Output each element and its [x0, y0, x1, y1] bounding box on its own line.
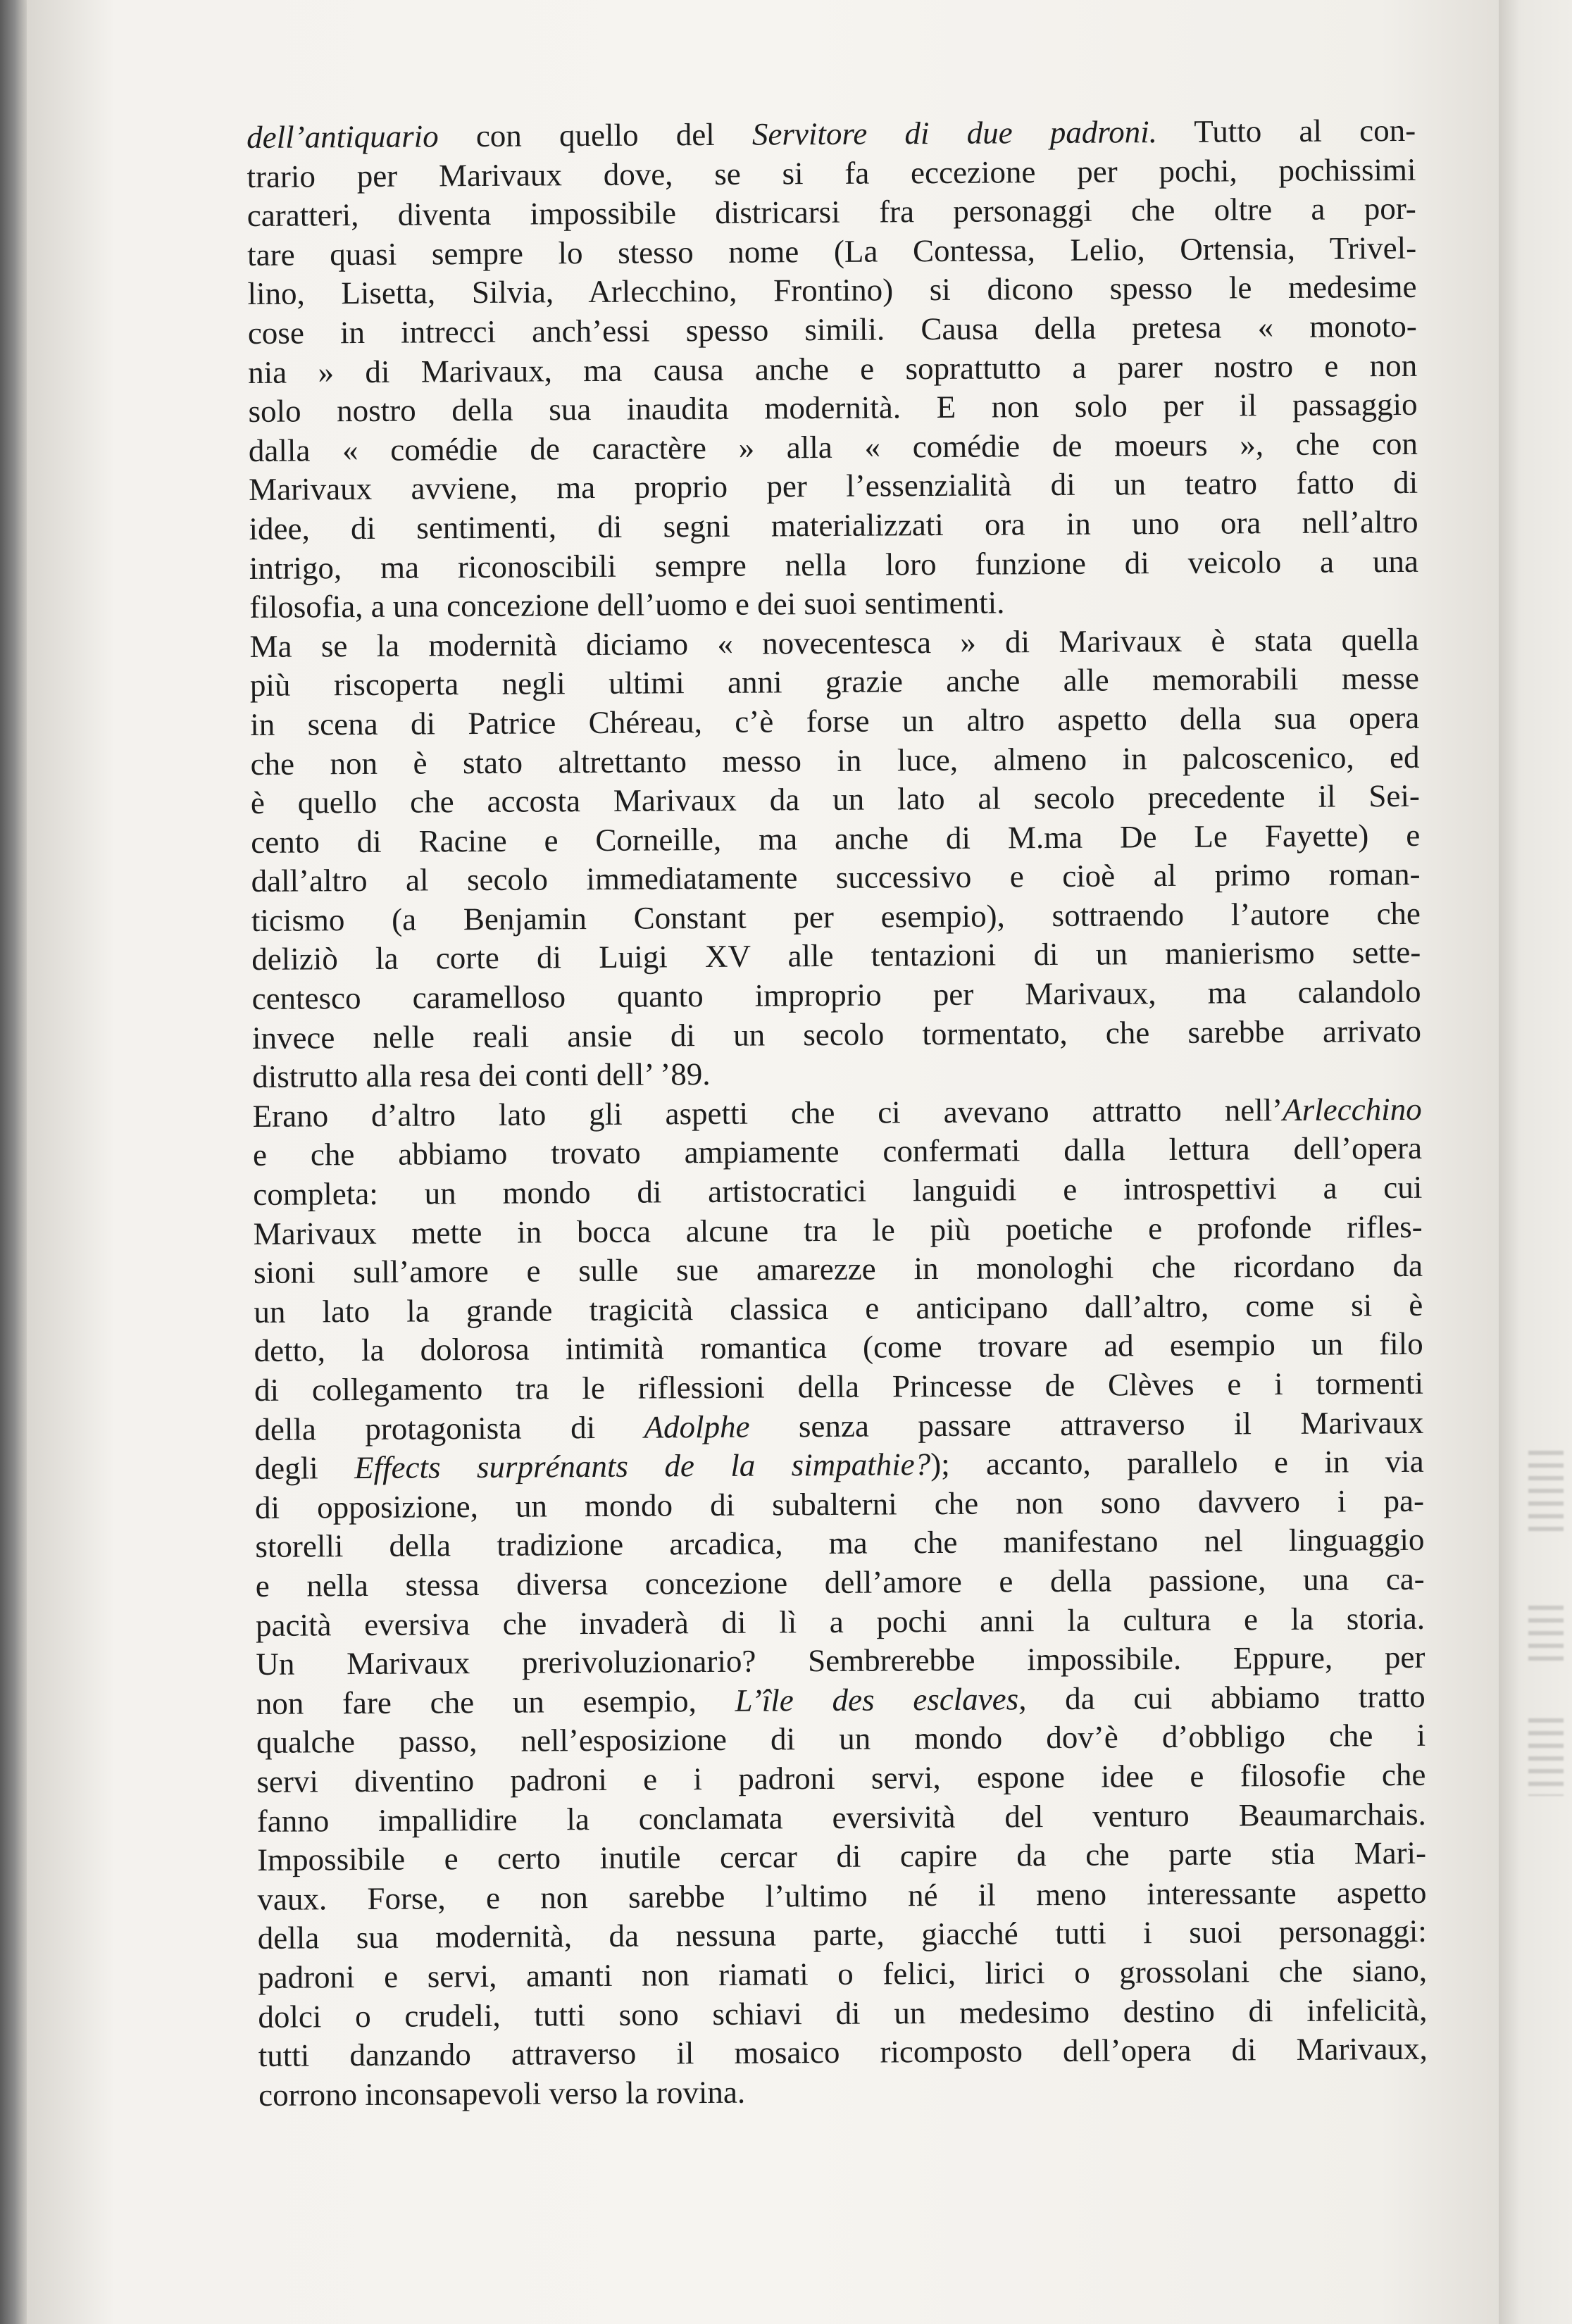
text-segment: padroni e servi, amanti non riamati o felici, lirici o grossolani che siano,: [257, 1952, 1428, 1995]
text-segment: che non è stato altrettanto messo in luce, almeno in palcoscenico, ed: [250, 739, 1420, 782]
text-segment: sioni sull’amore e sulle sue amarezze in monologhi che ricordano da: [253, 1248, 1423, 1291]
text-line: [256, 1638, 1425, 1685]
italic-title: Arlecchino: [1283, 1091, 1422, 1127]
text-segment: ticismo (a Benjamin Constant per esempio), sottraendo l’autore che: [251, 895, 1421, 938]
text-line: [255, 1520, 1424, 1567]
text-segment: deliziò la corte di Luigi XV alle tentazioni di un manierismo sette-: [251, 935, 1421, 977]
text-line: [258, 1951, 1427, 1998]
text-line: [252, 1090, 1421, 1137]
text-line: [252, 1051, 1421, 1097]
text-segment: dolci o crudeli, tutti sono schiavi di un medesimo destino di infelicità,: [258, 1992, 1428, 2035]
text-segment: dalla « comédie de caractère » alla « comédie de moeurs », che con: [248, 425, 1418, 468]
text-segment: più riscoperta negli ultimi anni grazie anche alle memorabili messe: [249, 661, 1420, 704]
book-left-edge: [0, 0, 27, 2324]
text-line: [254, 1286, 1423, 1332]
italic-title: L’île des esclaves,: [735, 1681, 1027, 1718]
text-segment: idee, di sentimenti, di segni materializzati ora in uno ora nell’altro: [249, 504, 1418, 546]
text-line: [258, 2030, 1428, 2076]
text-line: [250, 737, 1419, 784]
text-segment: caratteri, diventa impossibile districarsi fra personaggi che oltre a por-: [247, 191, 1416, 234]
adjacent-page-edge: [1499, 0, 1572, 2324]
text-line: [251, 973, 1421, 1019]
text-segment: Marivaux avviene, ma proprio per l’essenzialità di un teatro fatto di: [249, 465, 1418, 508]
italic-title: Adolphe: [644, 1408, 750, 1445]
text-line: [258, 1912, 1427, 1958]
text-segment: nia » di Marivaux, ma causa anche e soprattutto a parer nostro e non: [248, 347, 1418, 390]
text-line: [254, 1403, 1423, 1449]
text-line: [255, 1442, 1424, 1489]
text-segment: un lato la grande tragicità classica e anticipano dall’altro, come si è: [254, 1287, 1423, 1330]
text-segment: filosofia, a una concezione dell’uomo e dei suoi sentimenti.: [249, 585, 1005, 625]
text-line: [250, 699, 1419, 745]
text-segment: lino, Lisetta, Silvia, Arlecchino, Frontino) si dicono spesso le medesime: [247, 269, 1417, 312]
adjacent-page-ghost-text: [1528, 1718, 1564, 1796]
text-segment: Ma se la modernità diciamo « novecentesca » di Marivaux è stata quella: [249, 621, 1419, 664]
text-line: [249, 503, 1418, 549]
text-line: [258, 1990, 1427, 2037]
text-line: [251, 777, 1420, 823]
text-segment: Marivaux mette in bocca alcune tra le più poetiche e profonde rifles-: [253, 1208, 1423, 1251]
text-line: [254, 1247, 1423, 1293]
adjacent-page-ghost-text: [1528, 1451, 1564, 1535]
text-segment: cento di Racine e Corneille, ma anche di M.ma De Le Fayette) e: [251, 817, 1421, 860]
text-segment: ); accanto, parallelo e in via: [930, 1444, 1424, 1482]
text-segment: vaux. Forse, e non sarebbe l’ultimo né il meno interessante aspetto: [257, 1874, 1427, 1917]
text-line: [248, 385, 1417, 432]
text-segment: della sua modernità, da nessuna parte, giacché tutti i suoi personaggi:: [257, 1913, 1427, 1956]
text-line: [247, 268, 1416, 314]
text-line: [255, 1482, 1424, 1528]
text-segment: invece nelle reali ansie di un secolo tormentato, che sarebbe arrivato: [251, 1013, 1422, 1056]
text-line: [248, 307, 1417, 354]
italic-title: Servitore di due padroni.: [751, 114, 1158, 152]
text-segment: fanno impallidire la conclamata eversività del venturo Beaumarchais.: [256, 1796, 1426, 1839]
text-segment: di collegamento tra le riflessioni della Princesse de Clèves e i tormenti: [254, 1365, 1424, 1408]
italic-title: dell’antiquario: [247, 118, 439, 155]
text-line: [254, 1207, 1423, 1254]
text-line: [249, 542, 1418, 588]
text-line: [247, 111, 1416, 158]
text-line: [256, 1599, 1425, 1645]
text-segment: della protagonista di: [254, 1409, 644, 1447]
text-line: [249, 620, 1418, 667]
text-line: [256, 1756, 1426, 1802]
text-segment: non fare che un esempio,: [256, 1682, 735, 1721]
text-segment: e che abbiamo trovato ampiamente confermati dalla lettura dell’opera: [252, 1130, 1423, 1173]
text-line: [249, 463, 1418, 510]
adjacent-page-ghost-text: [1528, 1606, 1564, 1669]
text-line: [257, 1794, 1426, 1841]
text-line: [256, 1716, 1426, 1763]
text-segment: intrigo, ma riconoscibili sempre nella loro funzione di veicolo a una: [249, 543, 1419, 586]
text-segment: Un Marivaux prerivoluzionario? Sembrerebbe impossibile. Eppure, per: [256, 1639, 1426, 1682]
text-segment: Impossibile e certo inutile cercar di capire da che parte stia Mari-: [256, 1835, 1427, 1878]
text-line: [247, 150, 1416, 196]
text-line: [248, 346, 1417, 392]
text-line: [251, 855, 1420, 901]
text-line: [257, 1873, 1426, 1920]
text-segment: degli: [254, 1450, 355, 1487]
text-line: [253, 1129, 1422, 1175]
text-line: [253, 1168, 1422, 1215]
text-line: [247, 229, 1416, 275]
text-line: [254, 1325, 1423, 1371]
text-segment: centesco caramelloso quanto improprio per Marivaux, ma calandolo: [251, 973, 1421, 1017]
text-line: [254, 1364, 1423, 1411]
text-segment: corrono inconsapevoli verso la rovina.: [258, 2074, 746, 2113]
text-segment: è quello che accosta Marivaux da un lato al secolo precedente il Sei-: [250, 777, 1421, 821]
text-segment: servi diventino padroni e i padroni servi, espone idee e filosofie che: [256, 1756, 1426, 1799]
text-segment: da cui abbiamo tratto: [1026, 1678, 1426, 1717]
text-line: [256, 1678, 1426, 1724]
text-segment: solo nostro della sua inaudita modernità. E non solo per il passaggio: [248, 387, 1418, 430]
text-line: [258, 2068, 1428, 2115]
text-segment: distrutto alla resa dei conti dell’ ’89.: [252, 1056, 711, 1095]
text-line: [252, 1011, 1421, 1058]
page-body-text: [247, 111, 1428, 2115]
italic-title: Effects surprénants de la simpathie?: [354, 1447, 931, 1486]
text-segment: Tutto al con-: [1156, 112, 1416, 150]
text-segment: completa: un mondo di artistocratici languidi e introspettivi a cui: [253, 1169, 1423, 1213]
text-segment: senza passare attraverso il Marivaux: [749, 1404, 1424, 1444]
text-segment: trario per Marivaux dove, se si fa eccezione per pochi, pochissimi: [247, 151, 1416, 194]
text-segment: qualche passo, nell’esposizione di un mondo dov’è d’obbligo che i: [256, 1718, 1426, 1761]
text-segment: storelli della tradizione arcadica, ma che manifestano nel linguaggio: [255, 1522, 1425, 1565]
text-segment: tutti danzando attraverso il mosaico ricomposto dell’opera di Marivaux,: [258, 2030, 1428, 2074]
text-segment: e nella stessa diversa concezione dell’amore e della passione, una ca-: [255, 1561, 1425, 1604]
text-segment: detto, la dolorosa intimità romantica (come trovare ad esempio un filo: [254, 1326, 1423, 1369]
text-segment: dall’altro al secolo immediatamente successivo e cioè al primo roman-: [251, 856, 1421, 899]
text-line: [251, 894, 1421, 941]
text-line: [251, 933, 1421, 980]
text-line: [249, 581, 1418, 627]
text-segment: in scena di Patrice Chéreau, c’è forse un altro aspetto della sua opera: [250, 699, 1420, 742]
text-line: [256, 1560, 1425, 1606]
text-segment: Erano d’altro lato gli aspetti che ci avevano attratto nell’: [252, 1092, 1283, 1134]
text-line: [251, 816, 1420, 863]
text-segment: cose in intrecci anch’essi spesso simili. Causa della pretesa « monoto-: [247, 308, 1417, 351]
text-line: [257, 1834, 1426, 1880]
text-line: [247, 189, 1416, 236]
text-segment: con quello del: [438, 116, 753, 154]
text-line: [250, 659, 1419, 706]
text-segment: di opposizione, un mondo di subalterni che non sono davvero i pa-: [254, 1482, 1425, 1525]
text-segment: tare quasi sempre lo stesso nome (La Contessa, Lelio, Ortensia, Trivel-: [247, 230, 1417, 273]
text-segment: pacità eversiva che invaderà di lì a pochi anni la cultura e la storia.: [255, 1600, 1426, 1643]
text-line: [249, 425, 1418, 471]
